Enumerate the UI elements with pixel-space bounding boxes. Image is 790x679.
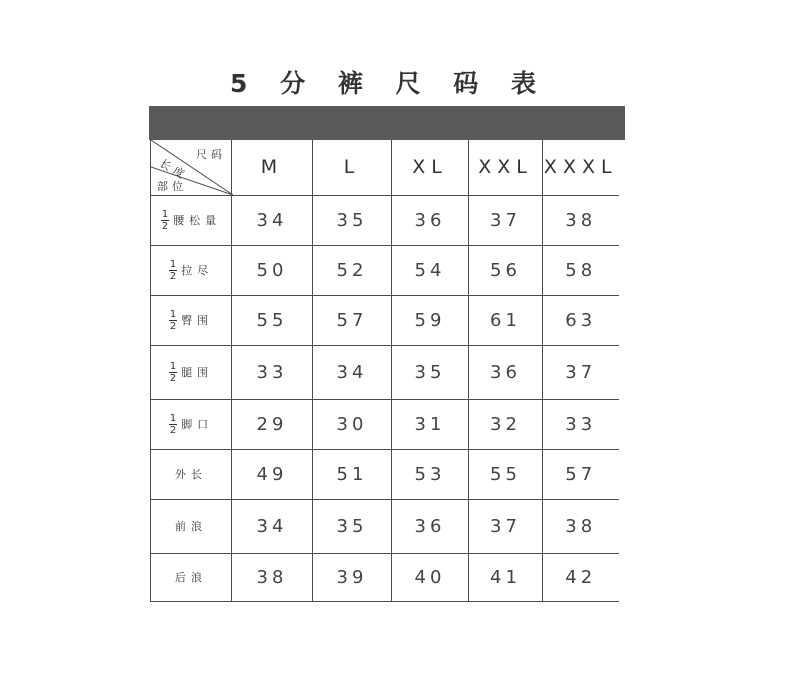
value-cell: 37 [543,345,619,399]
row-label-text: 臀围 [181,314,214,327]
size-chart-table [150,140,619,602]
row-label-text: 外长 [175,468,207,481]
table-row [151,399,619,449]
row-label-text: 脚口 [181,418,214,431]
row-label-text: 前浪 [175,520,207,533]
value-cell: 38 [543,195,619,245]
value-cell: 53 [392,449,469,499]
size-header-xxl: XXL [469,140,543,195]
corner-header-cell [151,140,232,195]
value-cell: 33 [232,345,313,399]
value-cell: 35 [392,345,469,399]
value-cell: 54 [392,245,469,295]
value-cell: 31 [392,399,469,449]
table-row [151,245,619,295]
value-cell: 57 [313,295,392,345]
row-label-cell [151,449,232,499]
row-label-text: 拉尽 [181,264,214,277]
table-row [151,499,619,553]
row-label-cell [151,295,232,345]
value-cell: 40 [392,553,469,601]
value-cell: 59 [392,295,469,345]
size-header-m: M [232,140,313,195]
value-cell: 29 [232,399,313,449]
table-row [151,345,619,399]
value-cell: 42 [543,553,619,601]
value-cell: 37 [469,195,543,245]
value-cell: 50 [232,245,313,295]
value-cell: 34 [313,345,392,399]
corner-label-measure: 长度 [157,156,190,183]
fraction-numerator: 1 [169,412,177,424]
size-header-xl: XL [392,140,469,195]
value-cell: 57 [543,449,619,499]
row-label-cell [151,399,232,449]
row-label-cell [151,345,232,399]
fraction-denominator: 2 [169,320,177,332]
value-cell: 34 [232,499,313,553]
value-cell: 36 [392,499,469,553]
fraction-numerator: 1 [169,258,177,270]
value-cell: 38 [543,499,619,553]
value-cell: 30 [313,399,392,449]
value-cell: 36 [469,345,543,399]
page-title: 5 分 裤 尺 码 表 [230,69,548,98]
row-label-cell [151,195,232,245]
value-cell: 49 [232,449,313,499]
value-cell: 41 [469,553,543,601]
value-cell: 55 [469,449,543,499]
value-cell: 35 [313,499,392,553]
value-cell: 58 [543,245,619,295]
table-row [151,195,619,245]
fraction-numerator: 1 [169,308,177,320]
value-cell: 32 [469,399,543,449]
value-cell: 34 [232,195,313,245]
corner-label-size: 尺码 [196,148,226,161]
size-header-xxxl: XXXL [543,140,619,195]
value-cell: 55 [232,295,313,345]
table-row [151,449,619,499]
value-cell: 36 [392,195,469,245]
value-cell: 37 [469,499,543,553]
row-label-text: 腰松量 [173,214,222,227]
value-cell: 38 [232,553,313,601]
value-cell: 39 [313,553,392,601]
value-cell: 51 [313,449,392,499]
row-label-cell [151,245,232,295]
fraction-half [169,259,177,282]
fraction-denominator: 2 [161,220,169,232]
fraction-numerator: 1 [169,360,177,372]
value-cell: 63 [543,295,619,345]
corner-label-part: 部位 [157,180,187,193]
row-label-text: 腿围 [181,366,214,379]
value-cell: 56 [469,245,543,295]
fraction-numerator: 1 [161,208,169,220]
fraction-half [161,209,169,232]
row-label-cell [151,553,232,601]
value-cell: 52 [313,245,392,295]
table-row [151,553,619,601]
size-header-row [151,140,619,195]
fraction-half [169,361,177,384]
fraction-half [169,309,177,332]
row-label-cell [151,499,232,553]
size-header-l: L [313,140,392,195]
fraction-denominator: 2 [169,270,177,282]
fraction-half [169,413,177,436]
value-cell: 61 [469,295,543,345]
value-cell: 33 [543,399,619,449]
table-header-bar [149,106,625,140]
row-label-text: 后浪 [175,571,207,584]
table-row [151,295,619,345]
value-cell: 35 [313,195,392,245]
fraction-denominator: 2 [169,424,177,436]
fraction-denominator: 2 [169,372,177,384]
